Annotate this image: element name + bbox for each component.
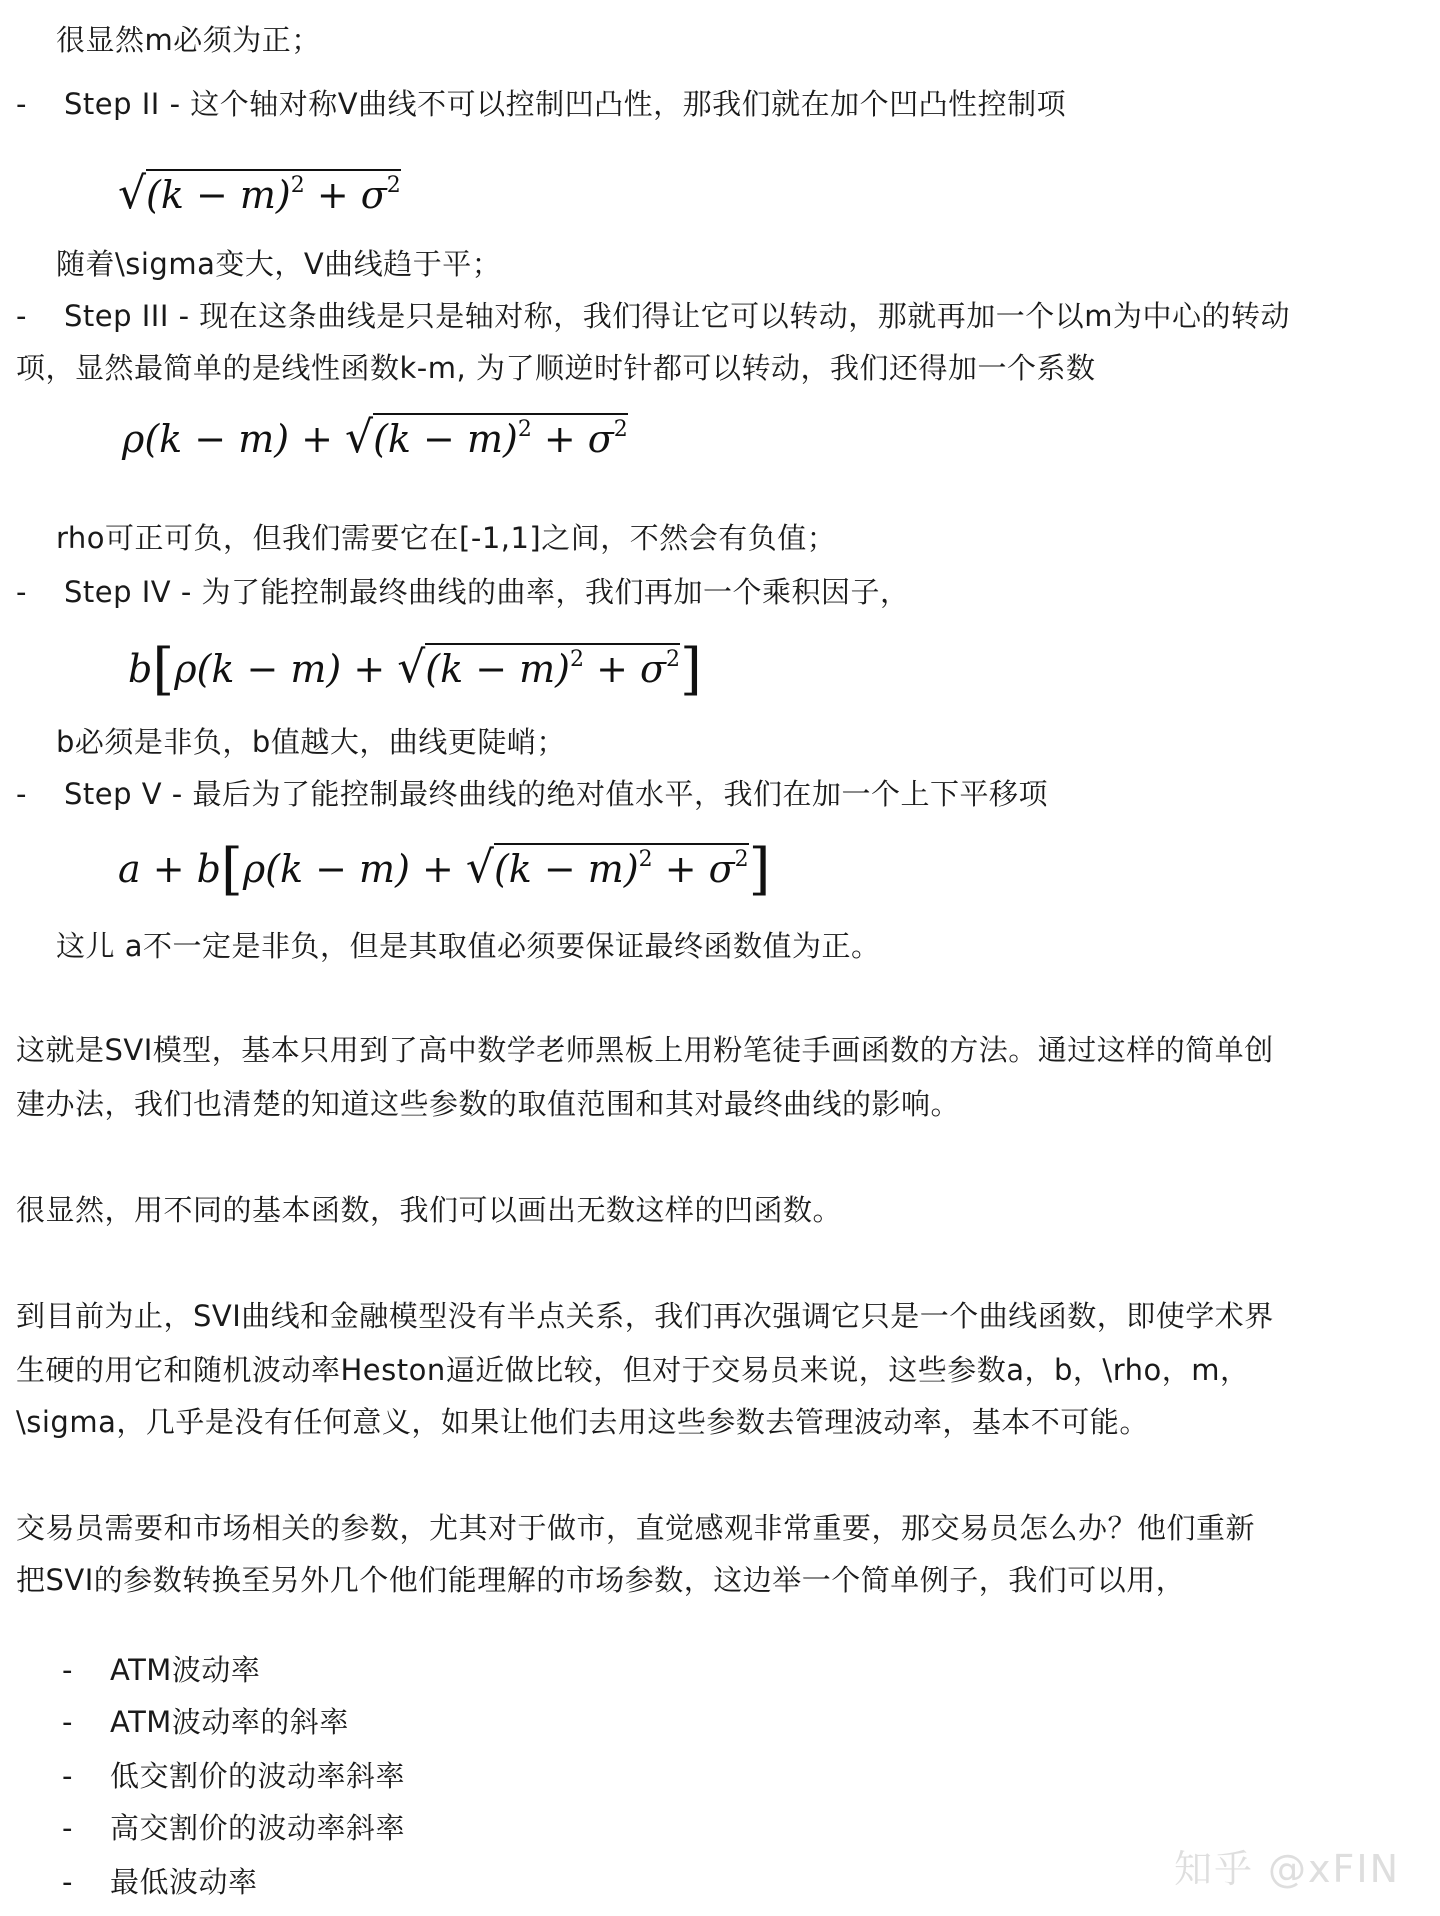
step-v-text: Step V - 最后为了能控制最终曲线的绝对值水平，我们在加一个上下平移项 xyxy=(64,777,1048,811)
bullet-dash: - xyxy=(16,575,27,609)
bullet-dash: - xyxy=(62,1865,73,1899)
formula-scaled: $b[\rho(k - m) + √(k - m)^2 + \sigma^2]$ xyxy=(128,637,702,702)
text-line: 交易员需要和市场相关的参数，尤其对于做市，直觉感观非常重要，那交易员怎么办？他们重新 xyxy=(16,1511,1256,1545)
list-item: ATM波动率的斜率 xyxy=(110,1705,349,1739)
text-line: 随着\sigma变大，V曲线趋于平； xyxy=(56,247,502,281)
text-line: 建办法，我们也清楚的知道这些参数的取值范围和其对最终曲线的影响。 xyxy=(16,1087,961,1121)
watermark: 知乎 @xFIN xyxy=(1173,1847,1400,1891)
step-iv-text: Step IV - 为了能控制最终曲线的曲率，我们再加一个乘积因子， xyxy=(64,575,910,609)
formula-rotation: $\rho(k - m) + √(k - m)^2 + \sigma^2$ xyxy=(122,412,628,463)
list-item: 最低波动率 xyxy=(110,1865,258,1899)
formula-svi: $a + b[\rho(k - m) + √(k - m)^2 + \sigma^2]$ xyxy=(118,837,771,902)
text-line: 很显然m必须为正； xyxy=(56,23,321,57)
text-line: 这儿 a不一定是非负，但是其取值必须要保证最终函数值为正。 xyxy=(56,929,881,963)
step-ii-text: Step II - 这个轴对称V曲线不可以控制凹凸性，那我们就在加个凹凸性控制项 xyxy=(64,87,1067,121)
bullet-dash: - xyxy=(16,87,27,121)
bullet-dash: - xyxy=(62,1759,73,1793)
step-iii-text: Step III - 现在这条曲线是只是轴对称，我们得让它可以转动，那就再加一个以m为中心的转动 xyxy=(64,299,1291,333)
bullet-dash: - xyxy=(16,777,27,811)
bullet-dash: - xyxy=(62,1811,73,1845)
text-line: b必须是非负，b值越大，曲线更陡峭； xyxy=(56,725,566,759)
text-line: 项，显然最简单的是线性函数k-m, 为了顺逆时针都可以转动，我们还得加一个系数 xyxy=(16,351,1096,385)
bullet-dash: - xyxy=(62,1653,73,1687)
list-item: ATM波动率 xyxy=(110,1653,261,1687)
text-line: \sigma，几乎是没有任何意义，如果让他们去用这些参数去管理波动率，基本不可能。 xyxy=(16,1405,1149,1439)
list-item: 高交割价的波动率斜率 xyxy=(110,1811,406,1845)
text-line: 很显然，用不同的基本函数，我们可以画出无数这样的凹函数。 xyxy=(16,1193,843,1227)
bullet-dash: - xyxy=(62,1705,73,1739)
text-line: 把SVI的参数转换至另外几个他们能理解的市场参数，这边举一个简单例子，我们可以用， xyxy=(16,1563,1186,1597)
text-line: 到目前为止，SVI曲线和金融模型没有半点关系，我们再次强调它只是一个曲线函数，即使学术界 xyxy=(16,1299,1274,1333)
bullet-dash: - xyxy=(16,299,27,333)
text-line: 生硬的用它和随机波动率Heston逼近做比较，但对于交易员来说，这些参数a，b，\rho，m， xyxy=(16,1353,1250,1387)
formula-sqrt: $√(k - m)^2 + \sigma^2$ xyxy=(118,168,401,219)
text-line: rho可正可负，但我们需要它在[-1,1]之间，不然会有负值； xyxy=(56,521,837,555)
list-item: 低交割价的波动率斜率 xyxy=(110,1759,406,1793)
text-line: 这就是SVI模型，基本只用到了高中数学老师黑板上用粉笔徒手画函数的方法。通过这样的简单创 xyxy=(16,1033,1274,1067)
